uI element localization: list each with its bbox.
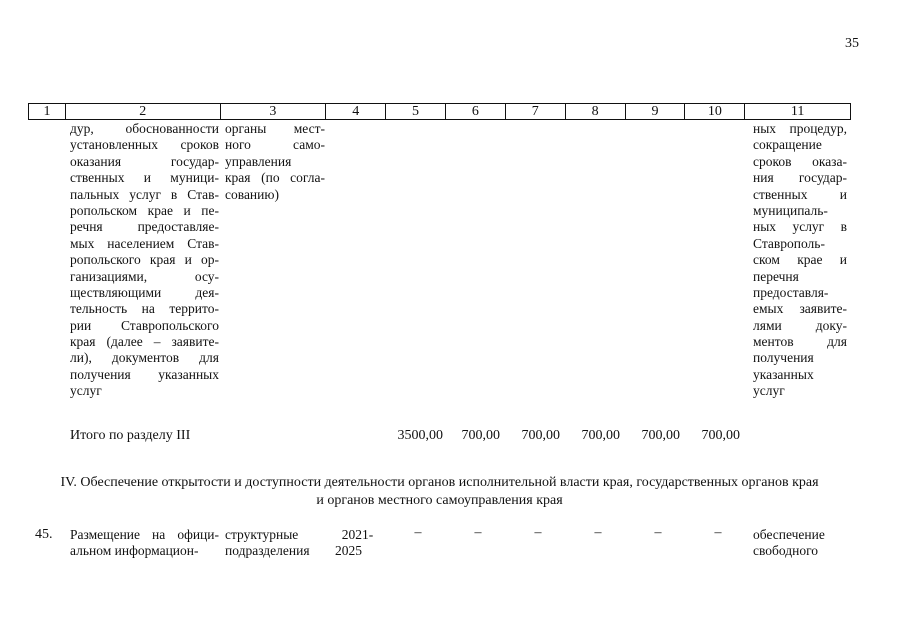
text-line: органы мест- <box>225 121 325 136</box>
total-value: 700,00 <box>521 428 560 443</box>
total-value: 700,00 <box>581 428 620 443</box>
text-line: сокращение <box>753 137 822 153</box>
text-line: рии Ставропольского <box>70 317 219 333</box>
page-number: 35 <box>845 36 859 51</box>
text-line: края (далее – заявите- <box>70 334 219 350</box>
text-line: перечня <box>753 268 799 284</box>
header-cell: 10 <box>685 104 745 119</box>
header-cell: 3 <box>221 104 327 119</box>
dash-value: – <box>414 525 422 540</box>
text-line: Размещение на офици- <box>70 527 219 542</box>
text-line: тельность на террито- <box>70 301 219 317</box>
dash-value: – <box>534 525 542 540</box>
text-line: речня предоставляе- <box>70 219 219 235</box>
total-value: 3500,00 <box>397 428 443 443</box>
row-45-col11 <box>753 527 847 560</box>
continuation-col2 <box>70 121 219 400</box>
dash-value: – <box>474 525 482 540</box>
total-value: 700,00 <box>641 428 680 443</box>
text-line: ропольского края и ор- <box>70 252 219 268</box>
header-cell: 2 <box>66 104 221 119</box>
text-line: ных услуг в <box>753 219 847 235</box>
text-line: ного само- <box>225 137 325 153</box>
dash-value: – <box>654 525 662 540</box>
section-iv-title-line2: и органов местного самоуправления края <box>316 493 563 508</box>
text-line: ственных и <box>753 186 847 202</box>
section-iv-title-line1: IV. Обеспечение открытости и доступности деятельности органов исполнительной власти края, государственных органов края <box>60 475 819 490</box>
row-45-col4 <box>335 527 380 560</box>
text-line: пальных услуг в Став- <box>70 186 219 202</box>
text-line: указанных <box>753 366 814 382</box>
text-line: ском крае и <box>753 252 847 268</box>
text-line: ропольском крае и пе- <box>70 202 219 218</box>
text-line: лями доку- <box>753 317 847 333</box>
row-45-col3 <box>225 527 325 560</box>
text-line: края (по согла- <box>225 170 325 186</box>
dash-value: – <box>714 525 722 540</box>
text-line: подразделения <box>225 543 310 559</box>
text-line: ных процедур, <box>753 121 847 136</box>
text-line: ганизациями, осу- <box>70 268 219 284</box>
text-line: получения указанных <box>70 366 219 382</box>
total-value: 700,00 <box>461 428 500 443</box>
text-line: альном информацион- <box>70 543 199 559</box>
dash-value: – <box>594 525 602 540</box>
row-45-number: 45. <box>35 527 53 542</box>
continuation-col11 <box>753 121 847 400</box>
text-line: структурные <box>225 527 299 542</box>
text-line: получения <box>753 350 814 366</box>
header-cell: 11 <box>790 104 805 119</box>
text-line: ществляющими дея- <box>70 284 219 300</box>
header-cell: 7 <box>506 104 566 119</box>
text-line: 2025 <box>335 543 362 559</box>
header-cell: 6 <box>446 104 506 119</box>
total-row-label: Итого по разделу III <box>70 428 191 443</box>
text-line: управления <box>225 153 292 169</box>
text-line: ли), документов для <box>70 350 219 366</box>
text-line: мых населением Став- <box>70 235 219 251</box>
text-line: услуг <box>753 383 785 399</box>
text-line: емых заявите- <box>753 301 847 317</box>
header-cell: 8 <box>566 104 626 119</box>
text-line: сованию) <box>225 186 279 202</box>
text-line: услуг <box>70 383 102 399</box>
header-cell: 9 <box>626 104 686 119</box>
text-line: оказания государ- <box>70 153 219 169</box>
text-line: ментов для <box>753 334 847 350</box>
continuation-col3 <box>225 121 325 203</box>
header-cell: 1 <box>29 104 66 119</box>
header-cell: 4 <box>326 104 386 119</box>
row-45-col2 <box>70 527 219 560</box>
text-line: 2021- <box>341 527 374 542</box>
header-cell: 5 <box>386 104 446 119</box>
text-line: ния государ- <box>753 170 847 186</box>
text-line: сроков оказа- <box>753 153 847 169</box>
text-line: свободного <box>753 543 819 559</box>
table-header-row <box>28 103 851 120</box>
text-line: обеспечение <box>753 527 825 542</box>
text-line: муниципаль- <box>753 202 828 218</box>
total-value: 700,00 <box>701 428 740 443</box>
text-line: предоставля- <box>753 284 829 300</box>
text-line: дур, обоснованности <box>70 121 219 136</box>
text-line: Ставрополь- <box>753 235 825 251</box>
text-line: установленных сроков <box>70 137 219 153</box>
text-line: ственных и муници- <box>70 170 219 186</box>
